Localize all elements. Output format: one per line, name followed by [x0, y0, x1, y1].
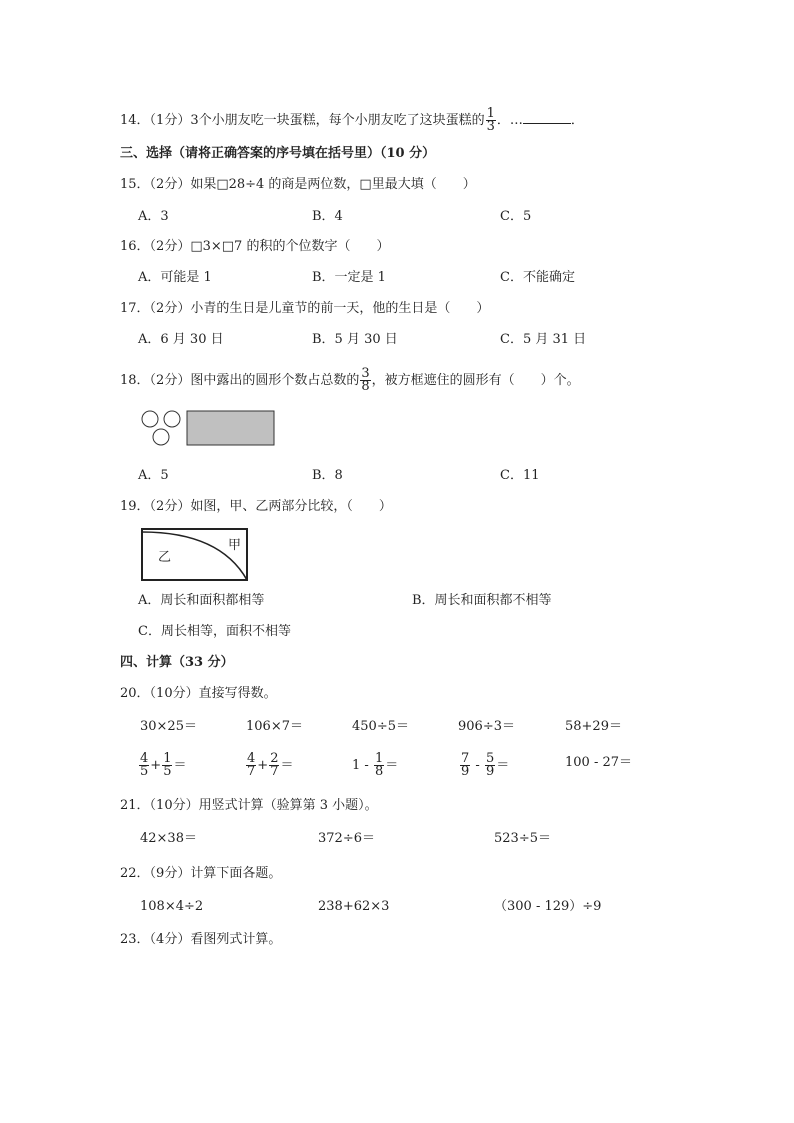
denominator: 3 — [486, 119, 495, 134]
question-19: 19．（2分）如图，甲、乙两部分比较，（ ） — [120, 499, 392, 514]
expression: 906÷3＝ — [458, 719, 515, 734]
denominator: 5 — [140, 764, 149, 779]
question-15: 15．（2分）如果□28÷4 的商是两位数，□里最大填（ ） — [120, 177, 476, 192]
expression: 108×4÷2 — [140, 899, 204, 914]
option-a[interactable]: A．周长和面积都相等 — [138, 593, 265, 608]
fraction — [360, 368, 370, 393]
section-title: 四、计算（33 分） — [120, 655, 234, 670]
operator: + — [257, 758, 269, 773]
equals: ＝ — [280, 758, 294, 773]
question-text: 18．（2分）图中露出的圆形个数占总数的 — [120, 373, 360, 388]
fraction — [269, 753, 279, 778]
question-23: 23．（4分）看图列式计算。 — [120, 932, 282, 947]
expression: 523÷5＝ — [494, 831, 551, 846]
expression: （300 - 129）÷9 — [494, 899, 602, 914]
fraction — [486, 108, 496, 133]
fraction — [460, 753, 470, 778]
fraction — [374, 753, 384, 778]
option-c[interactable]: C．5 月 31 日 — [500, 332, 587, 347]
equals: ＝ — [496, 758, 510, 773]
denominator: 8 — [361, 379, 370, 394]
question-16: 16．（2分）□3×□7 的积的个位数字（ ） — [120, 239, 390, 254]
numerator: 3 — [361, 366, 370, 381]
circle-icon — [142, 411, 158, 427]
numerator: 1 — [163, 751, 172, 766]
fraction — [162, 753, 172, 778]
option-c[interactable]: C．5 — [500, 209, 532, 224]
section-title: 三、选择（请将正确答案的序号填在括号里）（10 分） — [120, 146, 436, 161]
denominator: 5 — [163, 764, 172, 779]
option-b[interactable]: B．8 — [312, 468, 343, 483]
option-c[interactable]: C．周长相等，面积不相等 — [138, 624, 291, 639]
numerator: 1 — [486, 106, 495, 121]
question-18 — [120, 368, 580, 393]
expression: 42×38＝ — [140, 831, 197, 846]
option-b[interactable]: B．5 月 30 日 — [312, 332, 398, 347]
option-a[interactable]: A．可能是 1 — [138, 270, 212, 285]
numerator: 5 — [485, 751, 495, 766]
denominator: 9 — [461, 764, 470, 779]
circle-icon — [153, 429, 169, 445]
expression: 58+29＝ — [565, 719, 622, 734]
option-b[interactable]: B．周长和面积都不相等 — [412, 593, 552, 608]
numerator: 4 — [140, 751, 149, 766]
denominator: 7 — [247, 764, 256, 779]
numerator: 4 — [247, 751, 256, 766]
question-17: 17．（2分）小青的生日是儿童节的前一天，他的生日是（ ） — [120, 301, 490, 316]
fraction-expression — [245, 753, 293, 778]
question-end: ． — [570, 113, 584, 128]
expression: 450÷5＝ — [352, 719, 409, 734]
expression: 30×25＝ — [140, 719, 197, 734]
expression: 100 - 27＝ — [565, 755, 633, 770]
denominator: 9 — [485, 764, 495, 779]
question-22: 22．（9分）计算下面各题。 — [120, 866, 282, 881]
numerator: 2 — [270, 751, 279, 766]
operator: - — [471, 758, 484, 773]
answer-blank[interactable] — [523, 111, 571, 124]
question-14 — [120, 108, 584, 133]
operand: 1 - — [352, 758, 373, 773]
expression: 106×7＝ — [246, 719, 303, 734]
fraction-expression — [352, 753, 398, 778]
equals: ＝ — [385, 758, 399, 773]
region-figure — [140, 527, 250, 583]
question-number: 14．（1分） — [120, 113, 191, 128]
option-b[interactable]: B．4 — [312, 209, 343, 224]
question-21: 21．（10分）用竖式计算（验算第 3 小题）。 — [120, 798, 378, 813]
option-a[interactable]: A．3 — [138, 209, 169, 224]
option-b[interactable]: B．一定是 1 — [312, 270, 386, 285]
question-text-tail: ，被方框遮住的圆形有（ ）个。 — [371, 373, 580, 388]
denominator: 7 — [270, 764, 279, 779]
numerator: 7 — [461, 751, 470, 766]
denominator: 8 — [374, 764, 384, 779]
fraction — [246, 753, 256, 778]
circle-icon — [164, 411, 180, 427]
question-20: 20．（10分）直接写得数。 — [120, 686, 277, 701]
expression: 372÷6＝ — [318, 831, 375, 846]
fraction-expression — [459, 753, 509, 778]
option-c[interactable]: C．11 — [500, 468, 540, 483]
fraction-expression — [138, 753, 186, 778]
option-c[interactable]: C．不能确定 — [500, 270, 575, 285]
operator: + — [150, 758, 162, 773]
cover-rectangle — [187, 411, 274, 445]
fraction — [485, 753, 495, 778]
label-jia: 甲 — [228, 538, 242, 553]
expression: 238+62×3 — [318, 899, 390, 914]
circles-figure — [138, 408, 278, 450]
equals: ＝ — [173, 758, 187, 773]
question-text: 3个小朋友吃一块蛋糕，每个小朋友吃了这块蛋糕的 — [190, 113, 485, 128]
option-a[interactable]: A．6 月 30 日 — [138, 332, 224, 347]
question-tail: ．… — [496, 113, 523, 128]
fraction — [139, 753, 149, 778]
label-yi: 乙 — [158, 550, 172, 565]
numerator: 1 — [374, 751, 384, 766]
option-a[interactable]: A．5 — [138, 468, 169, 483]
